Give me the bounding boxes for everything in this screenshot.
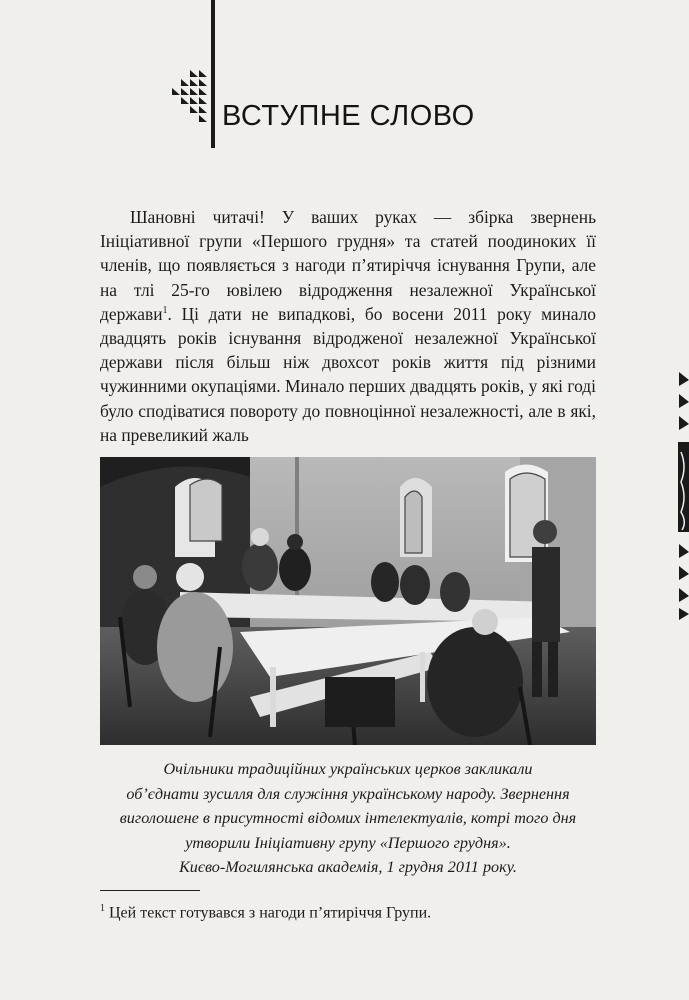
top-vertical-rule xyxy=(211,0,215,148)
triangle-ornament-icon xyxy=(168,70,210,130)
caption-line: Києво-Могилянська академія, 1 грудня 2011 року. xyxy=(179,858,517,876)
photo-caption xyxy=(100,757,596,880)
footnote xyxy=(100,898,596,924)
footnote-separator xyxy=(100,890,200,891)
caption-line: об’єднати зусилля для служіння українському народу. Звернення виголошене в присутності відомих інтелектуалів, котрі того дня утворили Ініціативну групу «Першого грудня». xyxy=(119,784,577,852)
meeting-photo xyxy=(100,457,596,745)
edge-ornament-icon xyxy=(676,372,689,620)
footnote-number: 1 xyxy=(100,903,105,914)
footnote-ref: 1 xyxy=(162,305,168,317)
footnote-text: Цей текст готувався з нагоди п’ятиріччя Групи. xyxy=(105,904,432,922)
intro-paragraph xyxy=(100,205,596,447)
page-title: ВСТУПНЕ СЛОВО xyxy=(222,100,475,132)
intro-text-continued: . Ці дати не випадкові, бо восени 2011 року минало двадцять років існування відродженої незалежної Української держави після більш ніж двохсот років життя під різними чужинними окупаціями. Минало перших двадцять років, у які годі було сподіватися повороту до повноцінної незалежності, але в які, на превеликий жаль xyxy=(100,303,596,445)
intro-text: Шановні читачі! У ваших руках — збірка звернень Ініціативної групи «Першого грудня» та статей поодиноких її членів, що появляється з нагоди п’ятиріччя існування Групи, але на тлі 25-го ювілею відродження незалежної Української держави xyxy=(100,207,596,324)
caption-line: Очільники традиційних українських церков закликали xyxy=(163,760,533,778)
